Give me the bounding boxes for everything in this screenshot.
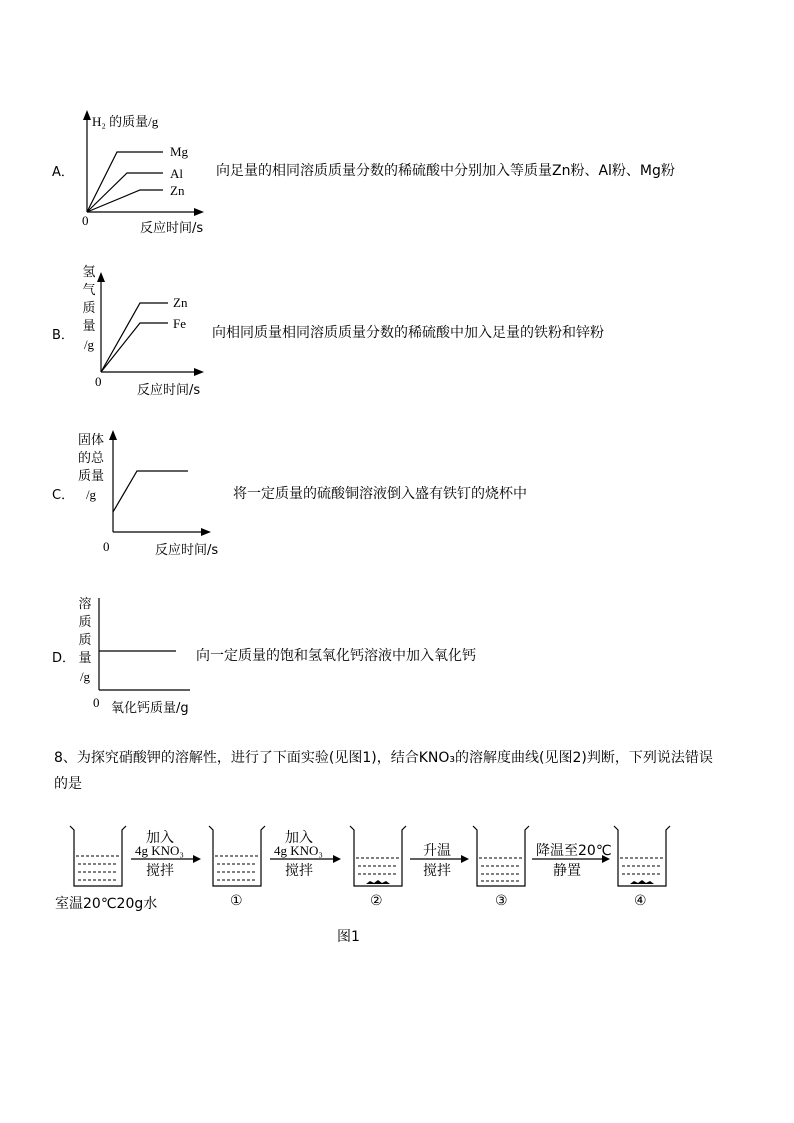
beaker-3 — [473, 826, 529, 886]
series-label-mg: Mg — [170, 144, 189, 159]
beaker-4 — [614, 826, 670, 886]
graph-d-ylabel: 溶 质 质 量 /g — [78, 597, 92, 684]
beaker-3-label: ③ — [495, 893, 508, 909]
beaker-2-label: ② — [370, 893, 383, 909]
series-label-al: Al — [170, 166, 183, 181]
crystals — [630, 880, 654, 884]
graph-a-origin: 0 — [82, 213, 89, 228]
option-c-label: C． — [52, 488, 75, 503]
beaker-2 — [350, 826, 406, 886]
graph-d-origin: 0 — [93, 695, 100, 710]
step-3-top: 升温 — [423, 843, 451, 859]
series-label-zn: Zn — [170, 183, 185, 198]
graph-b-ylabel: 氢 气 质 量 /g — [82, 265, 96, 352]
question-8-line2: 的是 — [54, 776, 82, 792]
option-b-label: B． — [52, 328, 74, 343]
graph-b-xlabel: 反应时间/s — [137, 383, 201, 398]
graph-c-ylabel: 固体 的总 质量 /g — [77, 433, 104, 502]
step-4-top: 降温至20℃ — [536, 843, 612, 859]
graph-a-ylabel: H₂ 的质量/g — [92, 114, 159, 129]
graph-d-xlabel: 氧化钙质量/g — [111, 701, 189, 716]
option-a-label: A． — [52, 165, 74, 180]
figure-1-caption: 图1 — [337, 929, 360, 945]
step-1-bottom: 搅拌 — [146, 863, 174, 879]
graph-c-origin: 0 — [103, 539, 110, 554]
step-4-bottom: 静置 — [553, 863, 581, 879]
step-2-top: 加入 — [285, 830, 313, 846]
beaker-1-label: ① — [230, 893, 243, 909]
step-3-bottom: 搅拌 — [423, 863, 451, 879]
step-2-bottom: 搅拌 — [285, 863, 313, 879]
option-d-label: D． — [52, 651, 76, 666]
beaker-1 — [209, 826, 265, 886]
graph-a-xlabel: 反应时间/s — [140, 221, 204, 236]
graph-d-description: 向一定质量的饱和氢氧化钙溶液中加入氧化钙 — [196, 648, 476, 664]
series-label-fe: Fe — [173, 316, 186, 331]
graph-a-description: 向足量的相同溶质质量分数的稀硫酸中分别加入等质量Zn粉、Al粉、Mg粉 — [216, 163, 675, 179]
beaker-start — [70, 826, 126, 886]
graph-c-xlabel: 反应时间/s — [155, 543, 219, 558]
graph-c-description: 将一定质量的硫酸铜溶液倒入盛有铁钉的烧杯中 — [233, 486, 527, 502]
step-1-mid: 4g KNO₃ — [135, 843, 184, 858]
step-1-top: 加入 — [146, 830, 174, 846]
beaker-4-label: ④ — [634, 893, 647, 909]
graph-b-origin: 0 — [95, 374, 102, 389]
series-label-zn: Zn — [173, 295, 188, 310]
beaker-start-label: 室温20℃20g水 — [55, 896, 158, 912]
precipitate — [366, 880, 390, 884]
graph-b-description: 向相同质量相同溶质质量分数的稀硫酸中加入足量的铁粉和锌粉 — [212, 325, 604, 341]
question-8-line1: 8、为探究硝酸钾的溶解性，进行了下面实验(见图1)，结合KNO₃的溶解度曲线(见图2)判断，下列说法错误 — [54, 750, 713, 766]
step-2-mid: 4g KNO₃ — [274, 843, 323, 858]
